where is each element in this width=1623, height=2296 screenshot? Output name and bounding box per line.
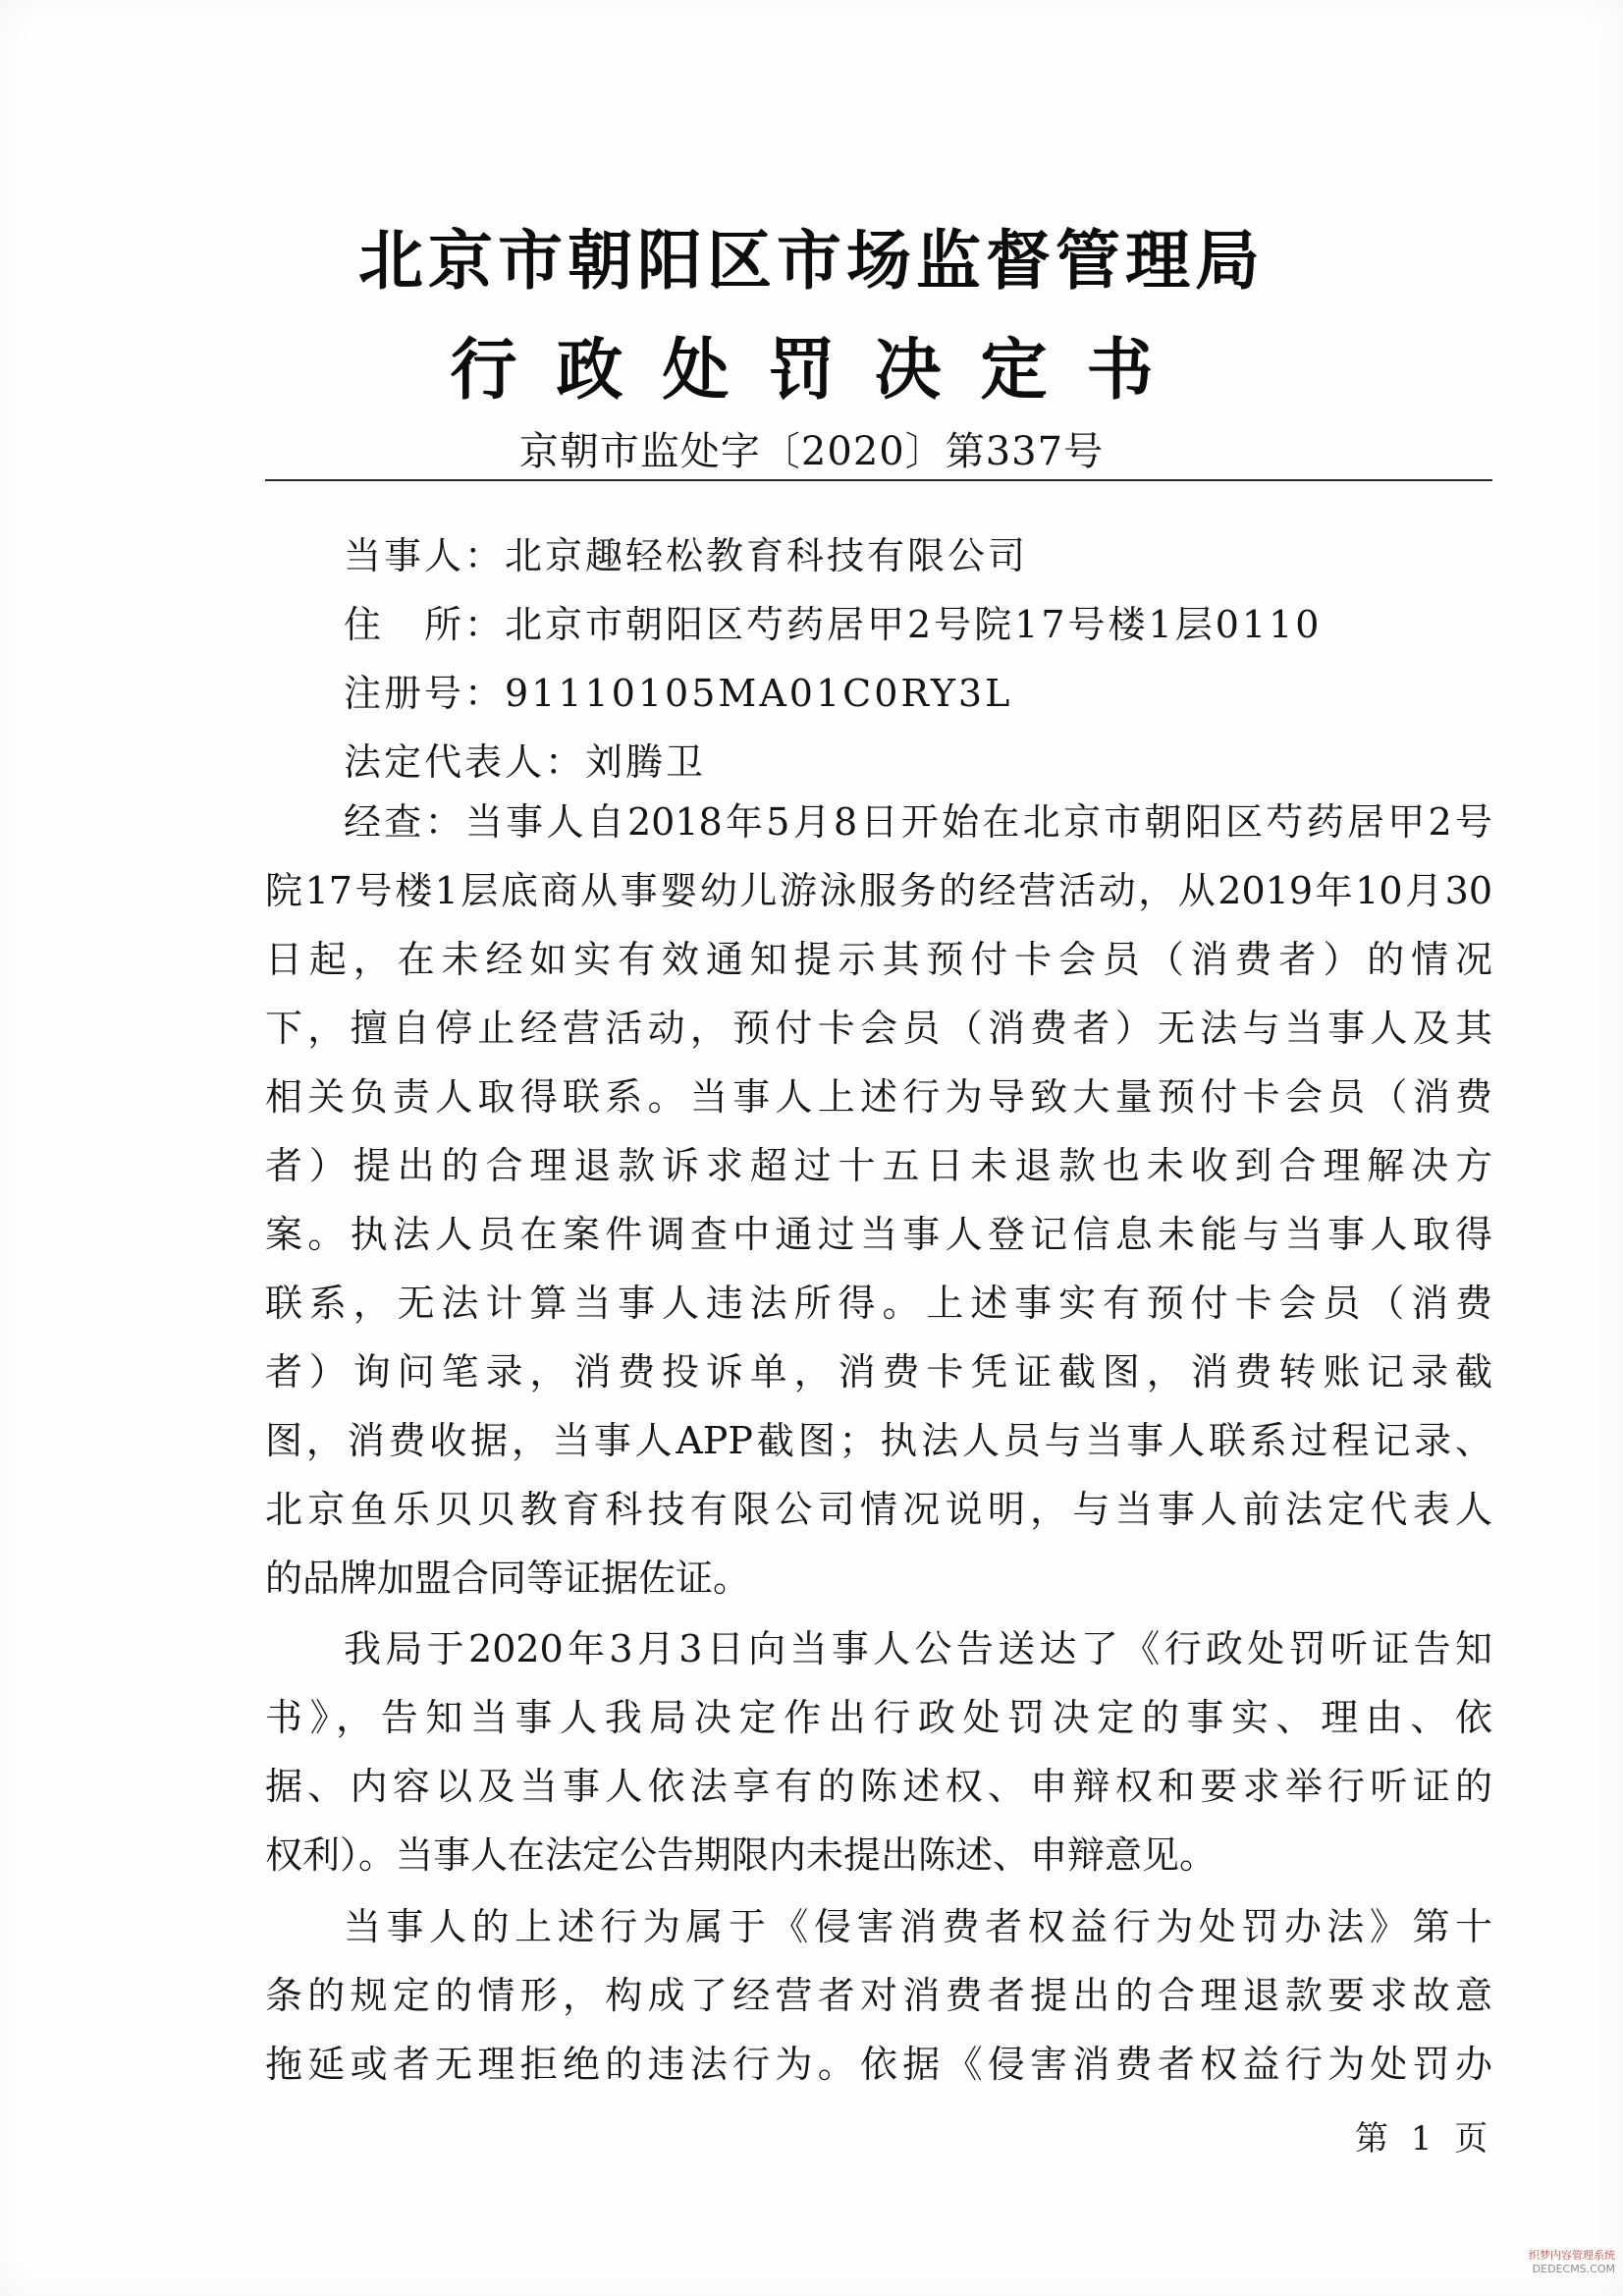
body-line: 权利）。当事人在法定公告期限内未提出陈述、申辩意见。: [265, 1833, 1217, 1877]
body-line: 条的规定的情形，构成了经营者对消费者提出的合理退款要求故意: [265, 1974, 1492, 2017]
registration-field: 注册号：91110105MA01C0RY3L: [344, 672, 1013, 715]
document-number: 京朝市监处字〔2020〕第337号: [518, 429, 1105, 474]
watermark-line-en: DEDECMS.COM: [1532, 2263, 1615, 2275]
legal-rep-field: 法定代表人：刘腾卫: [344, 740, 707, 784]
body-line: 联系，无法计算当事人违法所得。上述事实有预付卡会员（消费: [265, 1282, 1492, 1325]
body-line: 书》，告知当事人我局决定作出行政处罚决定的事实、理由、依: [265, 1696, 1492, 1739]
body-line: 北京鱼乐贝贝教育科技有限公司情况说明，与当事人前法定代表人: [265, 1488, 1492, 1531]
address-field: 住 所：北京市朝阳区芍药居甲2号院17号楼1层0110: [344, 603, 1323, 646]
body-line: 者）询问笔录，消费投诉单，消费卡凭证截图，消费转账记录截: [265, 1350, 1492, 1394]
body-line: 图，消费收据，当事人APP截图；执法人员与当事人联系过程记录、: [265, 1419, 1492, 1462]
party-field: 当事人：北京趣轻松教育科技有限公司: [344, 534, 1029, 577]
body-line: 院17号楼1层底商从事婴幼儿游泳服务的经营活动，从2019年10月30: [265, 869, 1492, 912]
watermark-line-cn: 织梦内容管理系统: [1529, 2249, 1615, 2262]
header-divider: [265, 479, 1492, 481]
issuer-title: 北京市朝阳区市场监督管理局: [358, 223, 1265, 299]
body-line: 据、内容以及当事人依法享有的陈述权、申辩权和要求举行听证的: [265, 1765, 1492, 1808]
body-line: 经查：当事人自2018年5月8日开始在北京市朝阳区芍药居甲2号: [344, 800, 1492, 844]
body-line: 当事人的上述行为属于《侵害消费者权益行为处罚办法》第十: [344, 1905, 1492, 1948]
body-line: 拖延或者无理拒绝的违法行为。依据《侵害消费者权益行为处罚办: [265, 2043, 1492, 2086]
body-line: 日起，在未经如实有效通知提示其预付卡会员（消费者）的情况: [265, 938, 1492, 981]
document-type-title: 行政处罚决定书: [450, 332, 1193, 410]
body-line: 相关负责人取得联系。当事人上述行为导致大量预付卡会员（消费: [265, 1075, 1492, 1119]
site-watermark: [1478, 2249, 1615, 2276]
body-line: 下，擅自停止经营活动，预付卡会员（消费者）无法与当事人及其: [265, 1007, 1492, 1050]
body-line: 我局于2020年3月3日向当事人公告送达了《行政处罚听证告知: [344, 1627, 1492, 1670]
body-line: 的品牌加盟合同等证据佐证。: [265, 1557, 751, 1600]
body-line: 者）提出的合理退款诉求超过十五日未退款也未收到合理解决方: [265, 1144, 1492, 1187]
page-number: 第 1 页: [1355, 2119, 1494, 2159]
body-line: 案。执法人员在案件调查中通过当事人登记信息未能与当事人取得: [265, 1213, 1492, 1256]
